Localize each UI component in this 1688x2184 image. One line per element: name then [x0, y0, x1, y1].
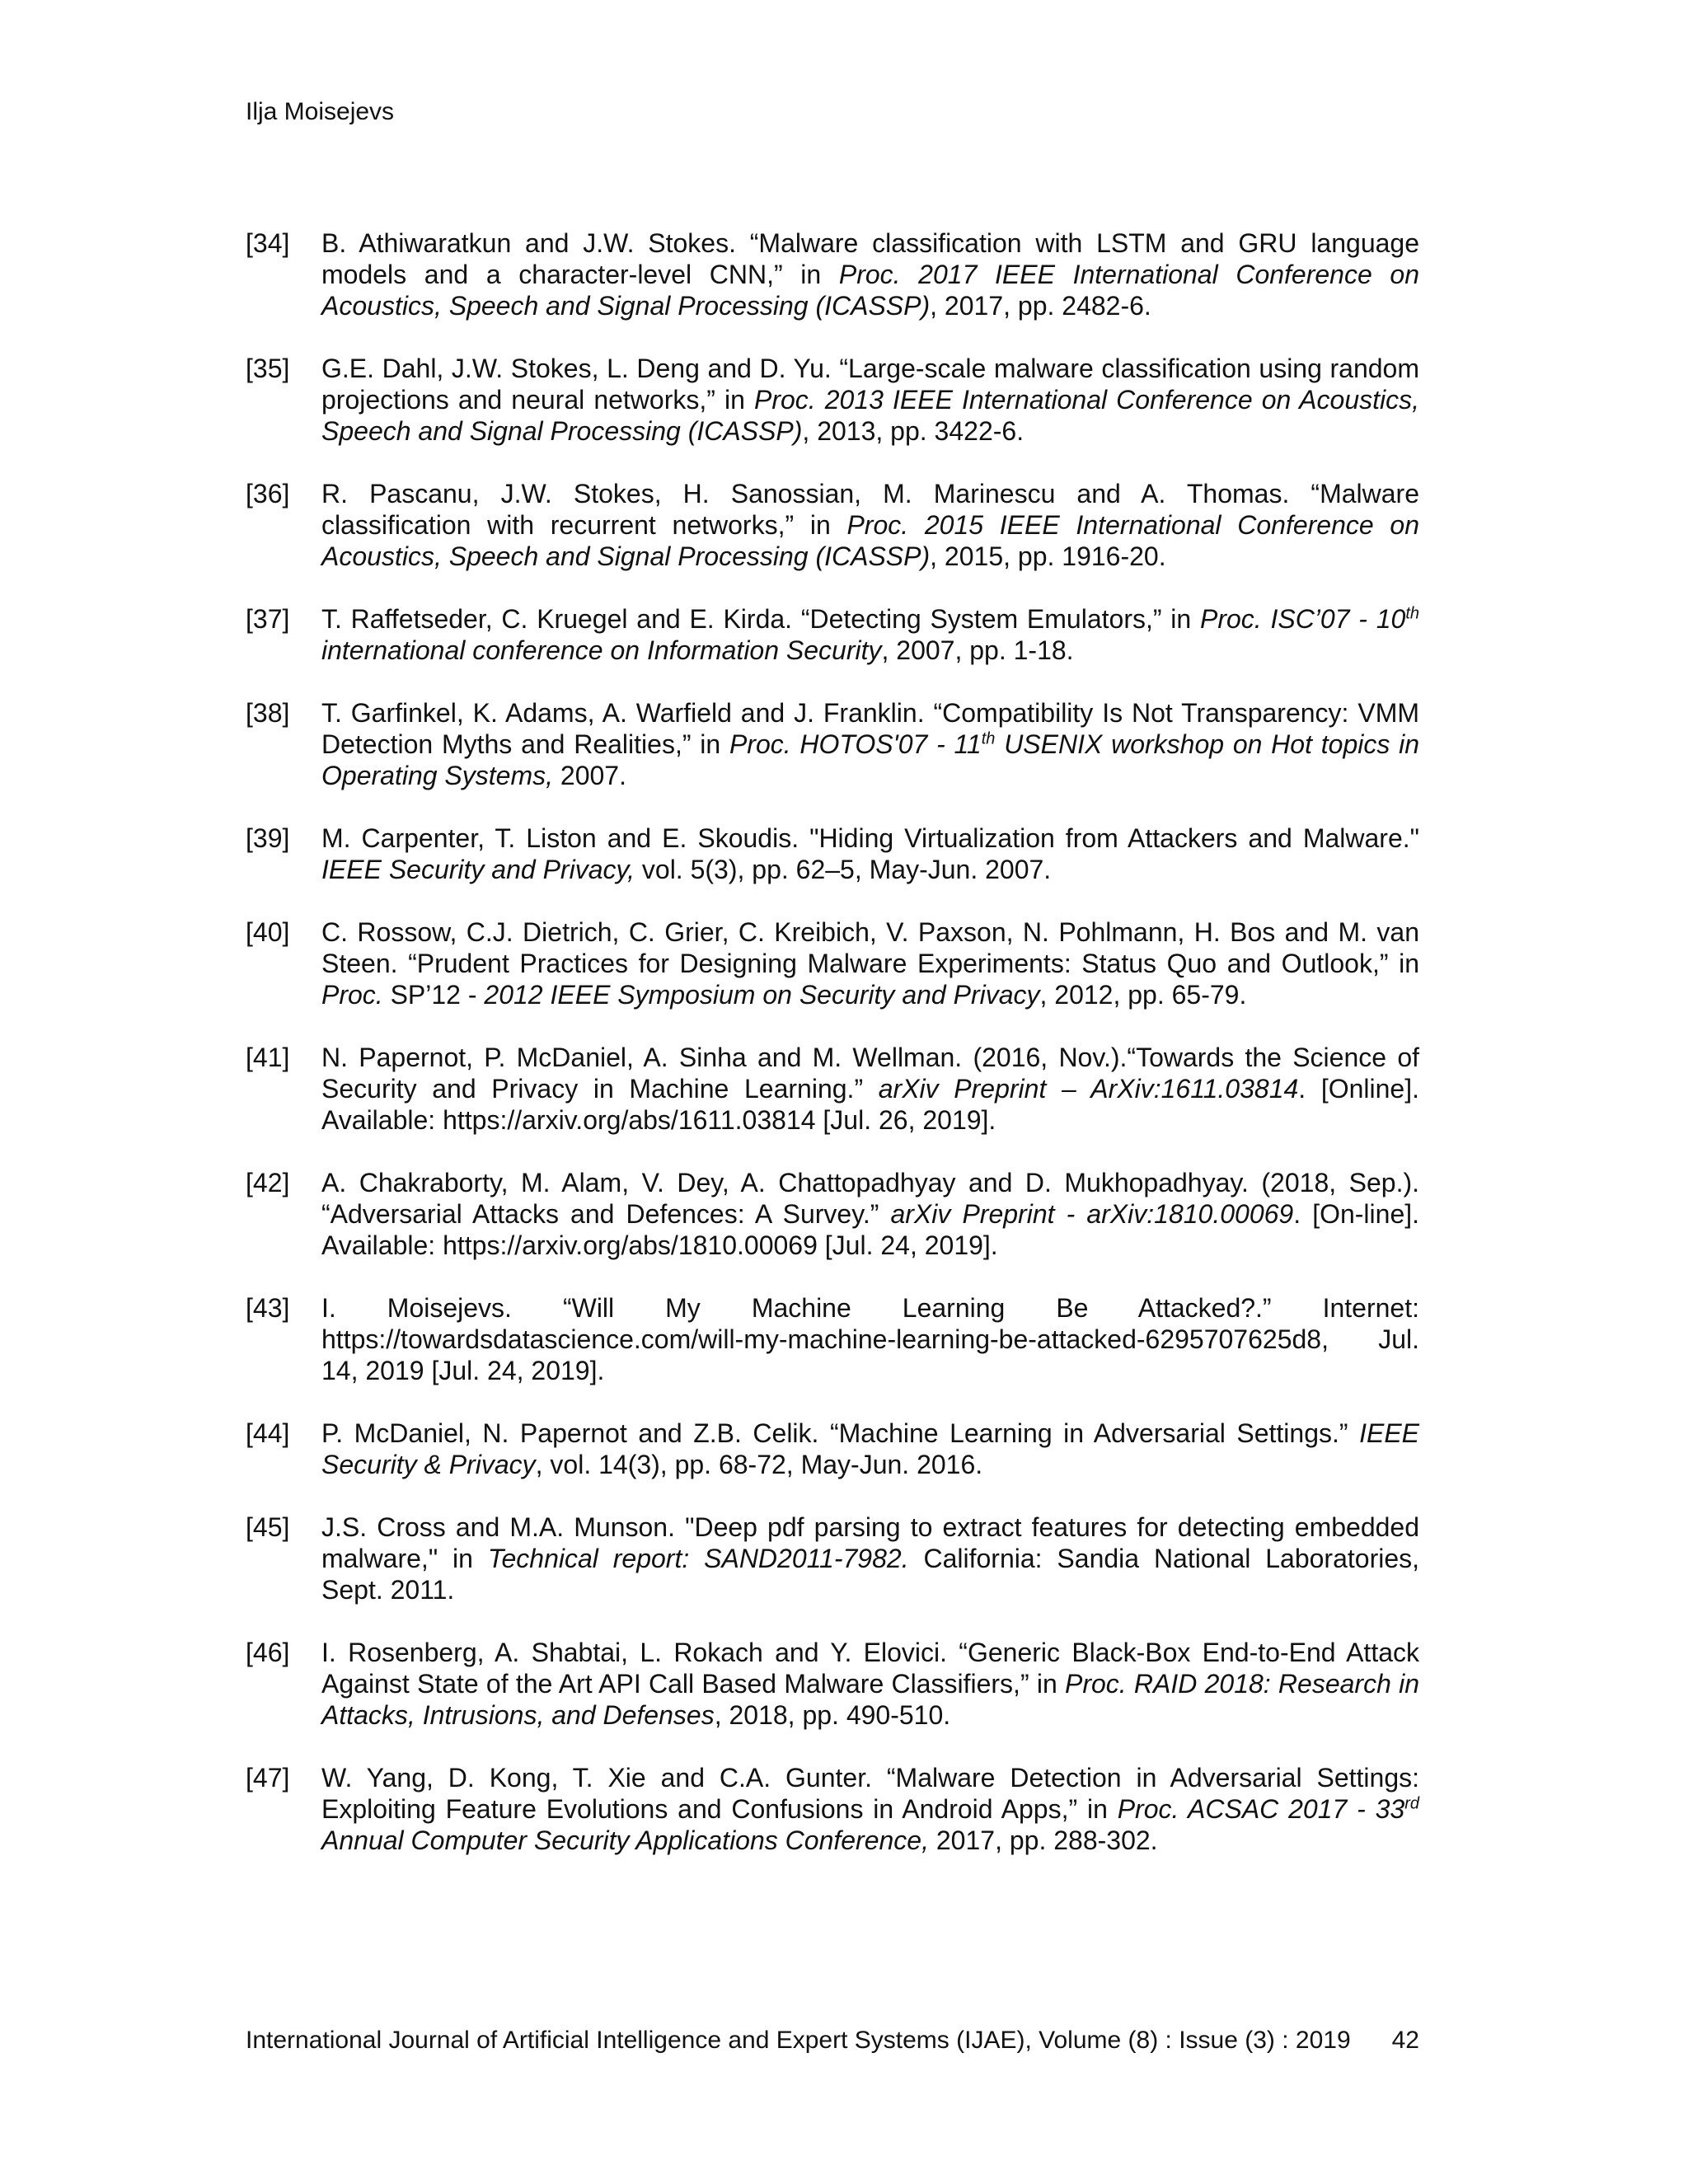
reference-segment: , 2007, pp. 1-18. [881, 635, 1074, 665]
reference-entry [246, 697, 1419, 791]
reference-number: [39] [246, 823, 290, 853]
reference-italic: arXiv Preprint - arXiv:1810.00069 [890, 1199, 1294, 1229]
reference-segment: T. Raffetseder, C. Kruegel and E. Kirda. “Detecting System Emulators,” in [321, 604, 1200, 634]
reference-number: [35] [246, 354, 290, 383]
reference-list [246, 227, 1419, 1887]
reference-segment: , 2015, pp. 1916-20. [930, 541, 1166, 571]
reference-text [321, 697, 1419, 791]
reference-entry [246, 1637, 1419, 1731]
reference-segment: M. Carpenter, T. Liston and E. Skoudis. "Hiding Virtualization from Attackers and Malware." [321, 823, 1419, 853]
reference-entry [246, 227, 1419, 321]
reference-superscript [1404, 1794, 1419, 1812]
reference-number: [36] [246, 479, 290, 509]
reference-segment: N. Papernot, P. McDaniel, A. Sinha and M. Wellman. (2016, Nov.).“Towards the Science of Security and Privacy in Machine Learning.” [321, 1043, 1419, 1104]
reference-segment: , 2012, pp. 65-79. [1039, 980, 1247, 1010]
reference-entry [246, 353, 1419, 447]
reference-italic: Proc. 2015 IEEE International Conference on Acoustics, Speech and Signal Processing (ICASSP) [321, 510, 1419, 571]
reference-number: [41] [246, 1043, 290, 1072]
reference-segment: , vol. 14(3), pp. 68-72, May-Jun. 2016. [535, 1450, 983, 1479]
reference-italic: Proc. HOTOS'07 - 11 [729, 729, 982, 759]
reference-segment: . [Online]. Available: https://arxiv.org/abs/1611.03814 [Jul. 26, 2019]. [321, 1074, 1420, 1135]
reference-italic: USENIX workshop on Hot topics in Operating Systems, [321, 729, 1420, 790]
reference-text [321, 353, 1419, 447]
reference-segment: . [On-line]. Available: https://arxiv.org/abs/1810.00069 [Jul. 24, 2019]. [321, 1199, 1420, 1260]
running-head-author: Ilja Moisejevs [246, 98, 395, 125]
reference-segment: I. Rosenberg, A. Shabtai, L. Rokach and Y. Elovici. “Generic Black-Box End-to-End Attack Against State of the Art API Call Based Malware Classifiers,” in [321, 1638, 1419, 1699]
reference-number: [40] [246, 917, 290, 947]
reference-entry [246, 1042, 1419, 1136]
reference-italic: arXiv Preprint – ArXiv:1611.03814 [878, 1074, 1299, 1104]
reference-entry [246, 1762, 1419, 1856]
reference-segment: B. Athiwaratkun and J.W. Stokes. “Malware classification with LSTM and GRU language models and a character-level CNN,” in [321, 228, 1419, 289]
reference-number: [44] [246, 1418, 290, 1448]
reference-text [321, 478, 1419, 572]
reference-number: [43] [246, 1293, 290, 1323]
reference-italic: Proc. 2013 IEEE International Conference on Acoustics, Speech and Signal Processing (ICASSP) [321, 385, 1420, 446]
reference-entry [246, 1511, 1419, 1605]
reference-segment: vol. 5(3), pp. 62–5, May-Jun. 2007. [635, 855, 1052, 884]
reference-number: [34] [246, 228, 290, 258]
reference-superscript [1405, 604, 1419, 622]
reference-segment: T. Garfinkel, K. Adams, A. Warfield and J. Franklin. “Compatibility Is Not Transparency: VMM Detection Myths and Realities,” in [321, 698, 1419, 759]
reference-segment: C. Rossow, C.J. Dietrich, C. Grier, C. Kreibich, V. Paxson, N. Pohlmann, H. Bos and M. van Steen. “Prudent Practices for Designing Malware Experiments: Status Quo and Outlook,” in [321, 917, 1419, 978]
page-number: 42 [1391, 2027, 1419, 2054]
reference-segment: J.S. Cross and M.A. Munson. "Deep pdf parsing to extract features for detecting embedded malware," in [321, 1512, 1419, 1573]
reference-text [321, 1042, 1419, 1136]
reference-italic: Proc. ISC’07 - 10 [1200, 604, 1406, 634]
footer-journal-citation: International Journal of Artificial Intelligence and Expert Systems (IJAE), Volume (8) : Issue (3) : 2019 [246, 2027, 1351, 2054]
reference-text [321, 603, 1419, 666]
reference-segment: , 2018, pp. 490-510. [714, 1700, 951, 1730]
reference-number: [47] [246, 1763, 290, 1793]
reference-text [321, 1511, 1419, 1605]
reference-number: [45] [246, 1512, 290, 1542]
reference-segment: W. Yang, D. Kong, T. Xie and C.A. Gunter. “Malware Detection in Adversarial Settings: Exploiting Feature Evolutions and Confusions in Android Apps,” in [321, 1763, 1419, 1824]
reference-segment: R. Pascanu, J.W. Stokes, H. Sanossian, M. Marinescu and A. Thomas. “Malware classification with recurrent networks,” in [321, 479, 1419, 540]
reference-italic: Proc. RAID 2018: Research in Attacks, Intrusions, and Defenses [321, 1669, 1420, 1730]
reference-text [321, 1167, 1419, 1261]
reference-text [321, 823, 1419, 885]
reference-text [321, 1418, 1419, 1480]
reference-segment: P. McDaniel, N. Papernot and Z.B. Celik. “Machine Learning in Adversarial Settings.” [321, 1418, 1360, 1448]
reference-entry [246, 1292, 1419, 1386]
reference-segment: SP’12 - [382, 980, 485, 1010]
reference-italic: international conference on Information Security [321, 635, 882, 665]
reference-segment: A. Chakraborty, M. Alam, V. Dey, A. Chattopadhyay and D. Mukhopadhyay. (2018, Sep.). “Adversarial Attacks and Defences: A Survey.” [321, 1168, 1419, 1229]
reference-entry [246, 823, 1419, 885]
reference-text [321, 1637, 1419, 1731]
reference-italic: 2012 IEEE Symposium on Security and Privacy [484, 980, 1040, 1010]
reference-segment: California: Sandia National Laboratories, Sept. 2011. [321, 1544, 1420, 1605]
reference-italic: IEEE Security & Privacy [321, 1418, 1419, 1479]
reference-text [321, 916, 1419, 1010]
reference-text [321, 227, 1419, 321]
reference-number: [37] [246, 604, 290, 634]
reference-segment: 2007. [553, 761, 626, 790]
reference-italic: th [981, 729, 996, 748]
reference-entry [246, 916, 1419, 1010]
reference-segment: 2017, pp. 288-302. [928, 1825, 1158, 1855]
reference-segment: , 2013, pp. 3422-6. [802, 416, 1025, 446]
reference-superscript [982, 729, 996, 748]
reference-number: [42] [246, 1168, 290, 1197]
reference-entry [246, 1418, 1419, 1480]
reference-italic: Proc. [321, 980, 383, 1010]
reference-segment: , 2017, pp. 2482-6. [930, 291, 1151, 321]
reference-entry [246, 1167, 1419, 1261]
reference-italic: Annual Computer Security Applications Conference, [321, 1825, 929, 1855]
reference-segment: I. Moisejevs. “Will My Machine Learning Be Attacked?.” Internet: https://towardsdatascience.com/will-my-machine-learning-be-attacked-6295707625d8, Jul. 14, 2019 [Jul. 24, 2019]. [321, 1293, 1419, 1385]
reference-text [321, 1292, 1419, 1386]
reference-segment: G.E. Dahl, J.W. Stokes, L. Deng and D. Yu. “Large-scale malware classification using random projections and neural networks,” in [321, 354, 1419, 415]
reference-italic: IEEE Security and Privacy, [321, 855, 635, 884]
reference-entry [246, 603, 1419, 666]
reference-italic: rd [1404, 1794, 1420, 1813]
reference-entry [246, 478, 1419, 572]
reference-text [321, 1762, 1419, 1856]
reference-number: [38] [246, 698, 290, 728]
reference-italic: Proc. ACSAC 2017 - 33 [1117, 1794, 1405, 1824]
reference-italic: th [1405, 604, 1420, 623]
reference-italic: Proc. 2017 IEEE International Conference on Acoustics, Speech and Signal Processing (ICASSP) [321, 260, 1420, 321]
reference-italic: Technical report: SAND2011-7982. [487, 1544, 909, 1573]
reference-number: [46] [246, 1638, 290, 1667]
